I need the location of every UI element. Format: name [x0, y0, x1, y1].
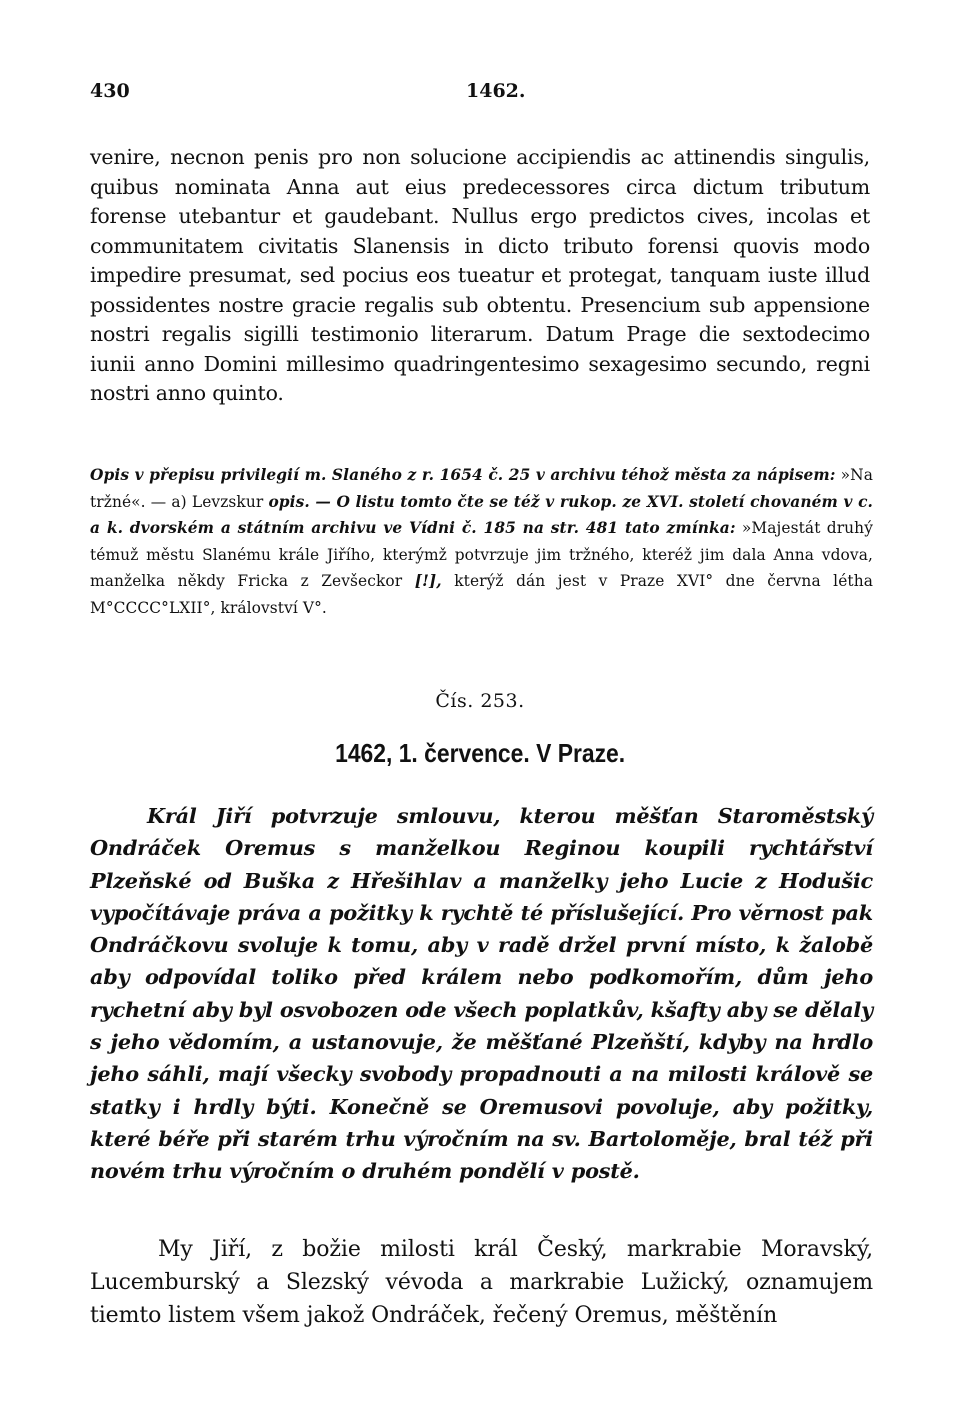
regest-summary [90, 800, 873, 1188]
document-dateline: 1462, 1. července. V Praze. [335, 738, 626, 768]
document-number: Čís. 253. [435, 690, 525, 712]
source-note [90, 462, 873, 621]
note-quoted-entry: »Majestát druhý témuž městu Slanému krále Jiřího, kterýmž potvrzuje jim tržného, kteréž jim dala Anna vdova, manželka někdy Fricka z Zevšeckor [90, 519, 873, 590]
note-quoted-entry-end: kterýž dán jest v Praze XVI° dne června létha M°CCCC°LXII°, království V°. [90, 572, 873, 617]
note-manuscript-italic: opis. — O listu tomto čte se též v rukop. ze XVI. století chovaném v c. a k. dvorském a státním archivu ve Vídni č. 185 na str. 481 tato zmínka: [90, 492, 874, 537]
running-header [90, 80, 875, 110]
note-source-italic: Opis v přepisu privilegií m. Slaného z r. 1654 č. 25 v archivu téhož města za nápisem: [90, 466, 836, 484]
czech-paragraph: My Jiří, z božie milosti král Český, markrabie Moravský, Lucemburský a Slezský vévoda a markrabie Lužický, oznamujem tiemto listem všem jakož Ondráček, řečený Oremus, měštěnín [90, 1237, 873, 1328]
note-heading-quote: »Na tržné«. — a) Levzskur [90, 466, 873, 511]
page-number: 430 [90, 80, 130, 102]
regest-paragraph: Král Jiří potvrzuje smlouvu, kterou měšťan Staroměstský Ondráček Oremus s manželkou Reginou koupili rychtářství Plzeňské od Buška z Hřešihlav a manželky jeho Lucie z Hodušic vypočítávaje práva a požitky k rychtě té příslušející. Pro věrnost pak Ondráčkovu svoluje k tomu, aby v radě držel první místo, k žalobě aby odpovídal toliko před králem nebo podkomořím, dům jeho rychetní aby byl osvobozen ode všech poplatkův, kšafty aby se dělaly s jeho vědomím, a ustanovuje, že měšťané Plzeňští, kdyby na hrdlo jeho sáhli, mají všecky svobody propadnouti a na milosti králově se statky i hrdly býti. Konečně se Oremusovi povoluje, aby požitky, které béře při starém trhu výročním na sv. Bartoloměje, bral též při novém trhu výročním o druhém pondělí v postě. [90, 803, 873, 1184]
czech-charter-text [90, 1233, 873, 1332]
latin-charter-text [90, 143, 870, 409]
latin-paragraph: venire, necnon penis pro non solucione accipiendis ac attinendis singulis, quibus nominata Anna aut eius predecessores circa dictum tributum forense utebantur et gaudebant. Nullus ergo predictos cives, incolas et communitatem civitatis Slanensis in dicto tributo forensi quovis modo impedire presumat, sed pocius eos tueatur et protegat, tanquam iuste illud possidentes nostre gracie regalis sub obtentu. Presencium sub appensione nostri regalis sigilli testimonio literarum. Datum Prage die sextodecimo iunii anno Domini millesimo quadringentesimo sexagesimo secundo, regni nostri anno quinto. [90, 145, 870, 405]
source-note-paragraph [90, 462, 873, 621]
running-head-year: 1462. [466, 80, 526, 102]
note-sic-mark: [!], [414, 572, 442, 590]
